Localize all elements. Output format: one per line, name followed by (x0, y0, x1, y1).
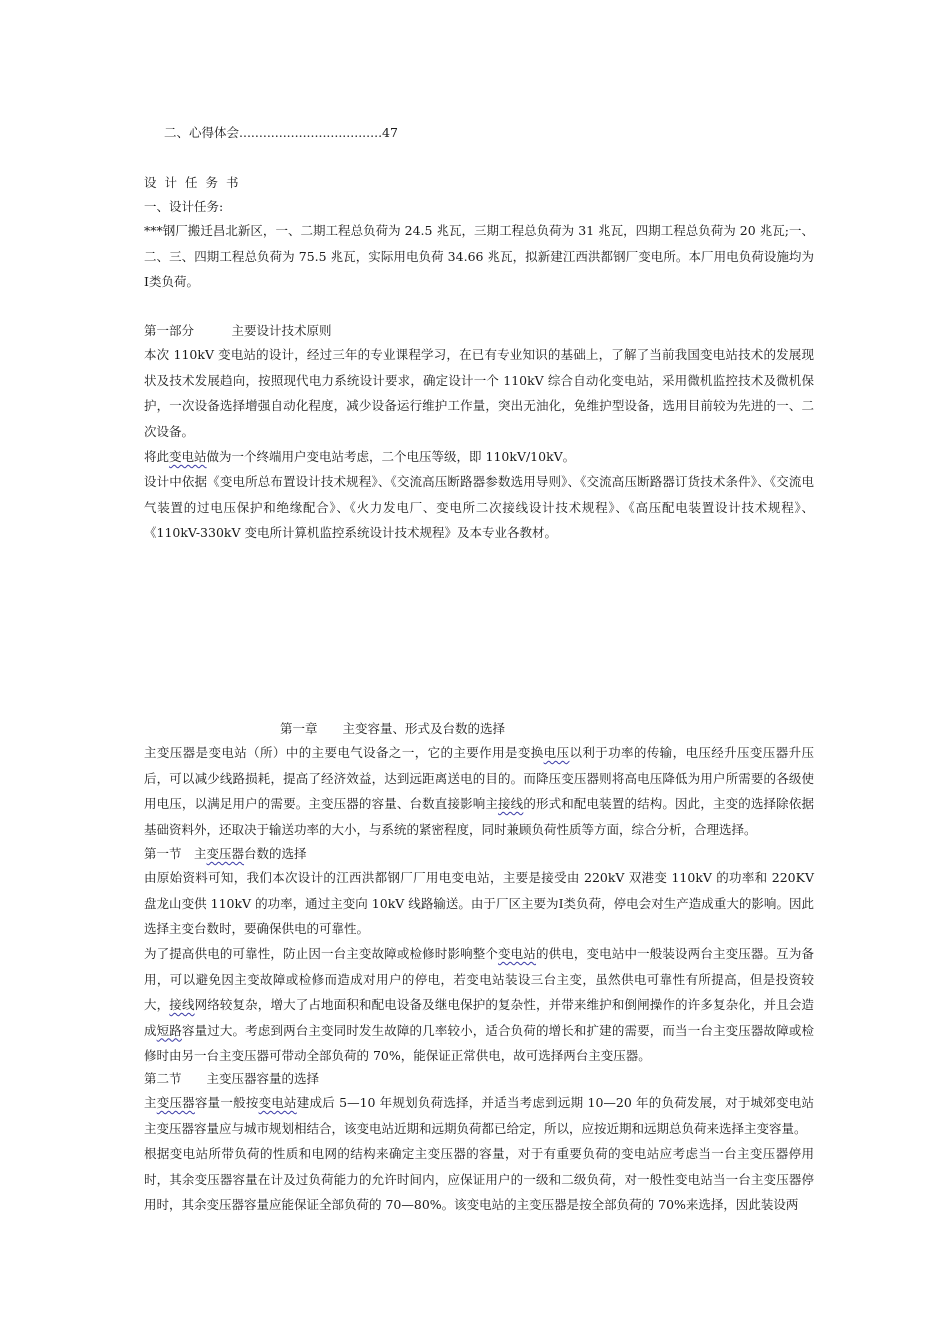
text-run: 的供电，变电站中一般装设两台主变压器。互为备用，可以避免因主变故障或检修而造成对用户的停电，若变电站装设三台主变，虽然供电可靠性有所提高，但是投资较大， (144, 946, 814, 1012)
chapter1-heading: 第一章 主变容量、形式及台数的选择 (280, 721, 506, 736)
underlined-term: 变电站 (498, 946, 536, 961)
toc-entry: 二、心得体会....................................47 (164, 125, 398, 140)
section2-heading: 第二节 主变压器容量的选择 (144, 1071, 320, 1086)
underlined-term: 变电站 (258, 1095, 297, 1110)
text-run: 台数的选择 (244, 846, 307, 861)
text-run: 第一节 主 (144, 846, 207, 861)
text-run: 的形式和配电装置的结构。因此，主变的选择除依据基础资料外，还取决于输送功率的大小，与系统的紧密程度，同时兼顾负荷性质等方面，综合分析，合理选择。 (144, 796, 814, 837)
section2-paragraph-2: 根据变电站所带负荷的性质和电网的结构来确定主变压器的容量，对于有重要负荷的变电站应考虑当一台主变压器停用时，其余变压器容量在计及过负荷能力的允许时间内，应保证用户的一级和二级负荷，对一般性变电站当一台主变压器停用时，其余变压器容量应能保证全部负荷的 70—80%。该变电站的主变压器是按全部负荷的 70%来选择，因此装设两 (144, 1146, 814, 1212)
part1-heading: 第一部分 主要设计技术原则 (144, 323, 332, 338)
underlined-term: 电压 (543, 745, 570, 760)
underlined-term: 短路 (156, 1022, 182, 1038)
text-run: 建成后 5—10 年规划负荷选择，并适当考虑到远期 10—20 年的负荷发展，对于城郊变电站主变压器容量应与城市规划相结合，该变电站近期和远期负荷都已给定，所以，应按近期和远期总负荷来选择主变容量。 (144, 1095, 814, 1136)
text-run: 做为一个终端用户变电站考虑，二个电压等级，即 110kV/10kV。 (206, 449, 576, 464)
section1-paragraph-2 (144, 941, 814, 1069)
part1-paragraph-3: 设计中依据《变电所总布置设计技术规程》、《交流高压断路器参数选用导则》、《交流高压断路器订货技术条件》、《交流电气装置的过电压保护和绝缘配合》、《火力发电厂、变电所二次接线设计技术规程》、《高压配电装置设计技术规程》、《110kV-330kV 变电所计算机监控系统设计技术规程》及本专业各教材。 (144, 474, 814, 540)
underlined-term: 变电站 (169, 449, 207, 464)
part1-paragraph-1: 本次 110kV 变电站的设计，经过三年的专业课程学习，在已有专业知识的基础上，了解了当前我国变电站技术的发展现状及技术发展趋向，按照现代电力系统设计要求，确定设计一个 110kV 综合自动化变电站，采用微机监控技术及微机保护，一次设备选择增强自动化程度，减少设备运行维护工作量，突出无油化，免维护型设备，选用目前较为先进的一、二次设备。 (144, 347, 814, 439)
text-run: 容量一般按 (194, 1095, 259, 1110)
section2-paragraph-1 (144, 1090, 814, 1141)
section1-paragraph-1: 由原始资料可知，我们本次设计的江西洪都钢厂厂用电变电站，主要是接受由 220kV 双港变 110kV 的功率和 220KV 盘龙山变供 110kV 的功率，通过主变向 10kV 线路输送。由于厂区主要为Ⅰ类负荷，停电会对生产造成重大的影响。因此选择主变台数时，要确保供电的可靠性。 (144, 870, 814, 936)
underlined-term: 变压器 (156, 1095, 195, 1110)
text-run: 容量过大。考虑到两台主变同时发生故障的几率较小，适合负荷的增长和扩建的需要，而当一台主变压器故障或检修时由另一台主变压器可带动全部负荷的 70%，能保证正常供电，故可选择两台主变压器。 (144, 1022, 814, 1063)
underlined-term: 接线 (498, 796, 524, 811)
text-run: 主 (144, 1095, 157, 1110)
task-book-title: 设计任务书 (144, 175, 247, 190)
text-run: 主变压器是变电站（所）中的主要电气设备之一，它的主要作用是变换 (144, 745, 544, 760)
text-run: 网络较复杂，增大了占地面积和配电设备及继电保护的复杂性，并带来维护和倒闸操作的许多复杂化，并且会造成 (144, 997, 814, 1038)
task-section-heading: 一、设计任务: (144, 199, 224, 214)
text-run: 以利于功率的传输，电压经升压变压器升压后，可以减少线路损耗，提高了经济效益，达到远距离送电的目的。而降压变压器则将高电压降低为用户所需要的各级使用电压，以满足用户的需要。主变压器的容量、台数直接影响主 (144, 745, 814, 811)
text-run: 为了提高供电的可靠性，防止因一台主变故障或检修时影响整个 (144, 946, 499, 961)
section1-heading (144, 846, 307, 862)
underlined-term: 变压器 (206, 846, 245, 861)
chapter1-intro (144, 740, 814, 842)
task-description: ***钢厂搬迁昌北新区，一、二期工程总负荷为 24.5 兆瓦，三期工程总负荷为 31 兆瓦，四期工程总负荷为 20 兆瓦;一、二、三、四期工程总负荷为 75.5 兆瓦，实际用电负荷 34.66 兆瓦，拟新建江西洪都钢厂变电所。本厂用电负荷设施均为Ⅰ类负荷。 (144, 223, 814, 289)
text-run: 将此 (144, 449, 170, 464)
underlined-term: 接线 (169, 997, 195, 1012)
part1-paragraph-2 (144, 444, 814, 470)
